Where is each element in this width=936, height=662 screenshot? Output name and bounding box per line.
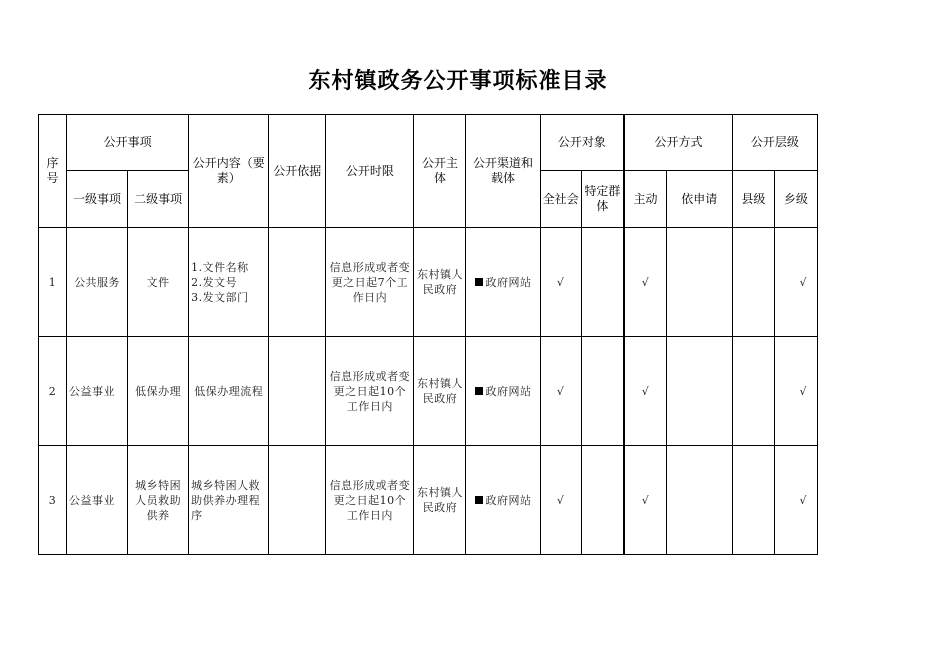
cell-layer-town: √ — [774, 228, 817, 337]
cell-channel — [466, 446, 540, 555]
header-method-active: 主动 — [624, 171, 666, 228]
header-channel: 公开渠道和载体 — [466, 115, 540, 228]
cell-content: 城乡特困人救助供养办理程序 — [189, 446, 269, 555]
cell-method-active: √ — [624, 337, 666, 446]
header-row-1 — [39, 115, 818, 171]
header-level1: 一级事项 — [67, 171, 128, 228]
cell-method-request — [666, 337, 732, 446]
table-row — [39, 446, 818, 555]
header-level2: 二级事项 — [128, 171, 189, 228]
cell-layer-county — [732, 228, 774, 337]
cell-level1: 公益事业 — [67, 446, 128, 555]
cell-target-specific — [581, 337, 624, 446]
header-item: 公开事项 — [67, 115, 189, 171]
header-target-specific: 特定群体 — [581, 171, 624, 228]
header-basis: 公开依据 — [269, 115, 326, 228]
cell-subject: 东村镇人民政府 — [414, 337, 466, 446]
header-layer-town: 乡级 — [774, 171, 817, 228]
cell-channel-text: 政府网站 — [485, 275, 532, 289]
cell-method-active: √ — [624, 446, 666, 555]
cell-channel-text: 政府网站 — [485, 384, 532, 398]
header-layer: 公开层级 — [732, 115, 817, 171]
cell-seq: 2 — [39, 337, 67, 446]
cell-content: 1.文件名称 2.发文号 3.发文部门 — [189, 228, 269, 337]
cell-method-request — [666, 446, 732, 555]
cell-target-all: √ — [540, 228, 581, 337]
cell-subject: 东村镇人民政府 — [414, 228, 466, 337]
table-row — [39, 337, 818, 446]
catalog-table — [38, 114, 818, 555]
cell-target-all: √ — [540, 446, 581, 555]
table-row — [39, 228, 818, 337]
cell-seq: 3 — [39, 446, 67, 555]
square-bullet-icon — [475, 496, 483, 504]
square-bullet-icon — [475, 278, 483, 286]
cell-layer-county — [732, 446, 774, 555]
cell-channel — [466, 228, 540, 337]
header-target: 公开对象 — [540, 115, 624, 171]
cell-time-limit: 信息形成或者变更之日起10个工作日内 — [326, 446, 414, 555]
square-bullet-icon — [475, 387, 483, 395]
header-subject: 公开主体 — [414, 115, 466, 228]
cell-time-limit: 信息形成或者变更之日起7个工作日内 — [326, 228, 414, 337]
header-method-request: 依申请 — [666, 171, 732, 228]
cell-channel — [466, 337, 540, 446]
cell-level1: 公共服务 — [67, 228, 128, 337]
header-content: 公开内容（要素） — [189, 115, 269, 228]
cell-layer-town: √ — [774, 446, 817, 555]
cell-basis — [269, 228, 326, 337]
cell-target-specific — [581, 228, 624, 337]
cell-level1: 公益事业 — [67, 337, 128, 446]
cell-content: 低保办理流程 — [189, 337, 269, 446]
header-method: 公开方式 — [624, 115, 732, 171]
cell-layer-county — [732, 337, 774, 446]
cell-layer-town: √ — [774, 337, 817, 446]
cell-seq: 1 — [39, 228, 67, 337]
cell-time-limit: 信息形成或者变更之日起10个工作日内 — [326, 337, 414, 446]
cell-level2: 低保办理 — [128, 337, 189, 446]
header-target-all: 全社会 — [540, 171, 581, 228]
cell-method-active: √ — [624, 228, 666, 337]
cell-channel-text: 政府网站 — [485, 493, 532, 507]
cell-subject: 东村镇人民政府 — [414, 446, 466, 555]
header-time-limit: 公开时限 — [326, 115, 414, 228]
cell-basis — [269, 446, 326, 555]
cell-basis — [269, 337, 326, 446]
cell-target-all: √ — [540, 337, 581, 446]
cell-level2: 城乡特困人员救助供养 — [128, 446, 189, 555]
header-seq: 序号 — [39, 115, 67, 228]
cell-target-specific — [581, 446, 624, 555]
page-title: 东村镇政务公开事项标准目录 — [308, 69, 608, 94]
cell-level2: 文件 — [128, 228, 189, 337]
header-layer-county: 县级 — [732, 171, 774, 228]
cell-method-request — [666, 228, 732, 337]
